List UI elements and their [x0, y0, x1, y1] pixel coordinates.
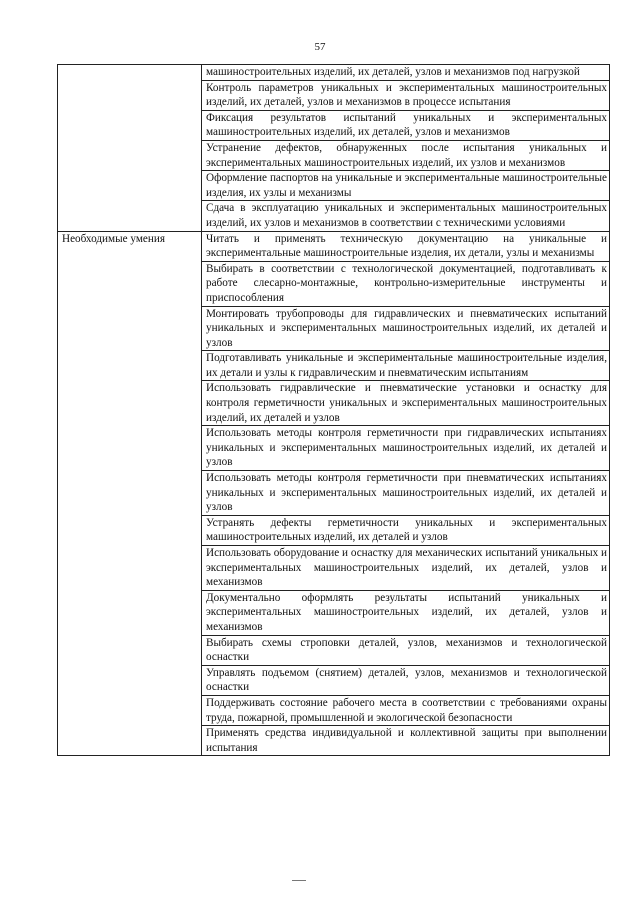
table-cell: Использовать методы контроля герметичности при пневматических испытаниях уникальных и экспериментальных машиностроительных изделий, их деталей и узлов: [202, 471, 610, 516]
table-cell: Фиксация результатов испытаний уникальных и экспериментальных машиностроительных изделий, их деталей, узлов и механизмов: [202, 110, 610, 140]
table-cell: Выбирать в соответствии с технологической документацией, подготавливать к работе слесарно-монтажные, контрольно-измерительные инструменты и приспособления: [202, 261, 610, 306]
table-cell: Монтировать трубопроводы для гидравлических и пневматических испытаний уникальных и экспериментальных машиностроительных изделий, их деталей и узлов: [202, 306, 610, 351]
scan-mark: [292, 880, 306, 881]
table-cell: Сдача в эксплуатацию уникальных и экспериментальных машиностроительных изделий, их узлов и механизмов в соответствии с техническими условиями: [202, 201, 610, 231]
table-cell: Устранение дефектов, обнаруженных после испытания уникальных и экспериментальных машиностроительных изделий, их узлов и механизмов: [202, 140, 610, 170]
table-cell: Использовать методы контроля герметичности при гидравлических испытаниях уникальных и экспериментальных машиностроительных изделий, их деталей и узлов: [202, 426, 610, 471]
table-cell: Управлять подъемом (снятием) деталей, узлов, механизмов и технологической оснастки: [202, 665, 610, 695]
section-label: [58, 65, 202, 232]
page-number: 57: [314, 41, 326, 53]
table-cell: Контроль параметров уникальных и экспериментальных машиностроительных изделий, их деталей, узлов и механизмов в процессе испытания: [202, 80, 610, 110]
table-cell: Документально оформлять результаты испытаний уникальных и экспериментальных машиностроительных изделий, их деталей, узлов и механизмов: [202, 590, 610, 635]
table-row: [58, 231, 610, 261]
section-label: Необходимые умения: [58, 231, 202, 756]
table-cell: Использовать оборудование и оснастку для механических испытаний уникальных и экспериментальных машиностроительных изделий, их деталей, узлов и механизмов: [202, 546, 610, 591]
table-cell: Оформление паспортов на уникальные и экспериментальные машиностроительные изделия, их узлы и механизмы: [202, 171, 610, 201]
table-row: [58, 65, 610, 81]
table-cell: Поддерживать состояние рабочего места в соответствии с требованиями охраны труда, пожарной, промышленной и экологической безопасности: [202, 695, 610, 725]
requirements-table: [57, 64, 610, 756]
table-cell: Выбирать схемы строповки деталей, узлов, механизмов и технологической оснастки: [202, 635, 610, 665]
table-cell: машиностроительных изделий, их деталей, узлов и механизмов под нагрузкой: [202, 65, 610, 81]
table-cell: Использовать гидравлические и пневматические установки и оснастку для контроля герметичности уникальных и экспериментальных машиностроительных изделий, их деталей и узлов: [202, 381, 610, 426]
table-cell: Подготавливать уникальные и экспериментальные машиностроительные изделия, их детали и узлы к гидравлическим и пневматическим испытаниям: [202, 351, 610, 381]
table-cell: Читать и применять техническую документацию на уникальные и экспериментальные машиностроительные изделия, их детали, узлы и механизмы: [202, 231, 610, 261]
table-cell: Устранять дефекты герметичности уникальных и экспериментальных машиностроительных изделий, их деталей и узлов: [202, 515, 610, 545]
table-cell: Применять средства индивидуальной и коллективной защиты при выполнении испытания: [202, 726, 610, 756]
